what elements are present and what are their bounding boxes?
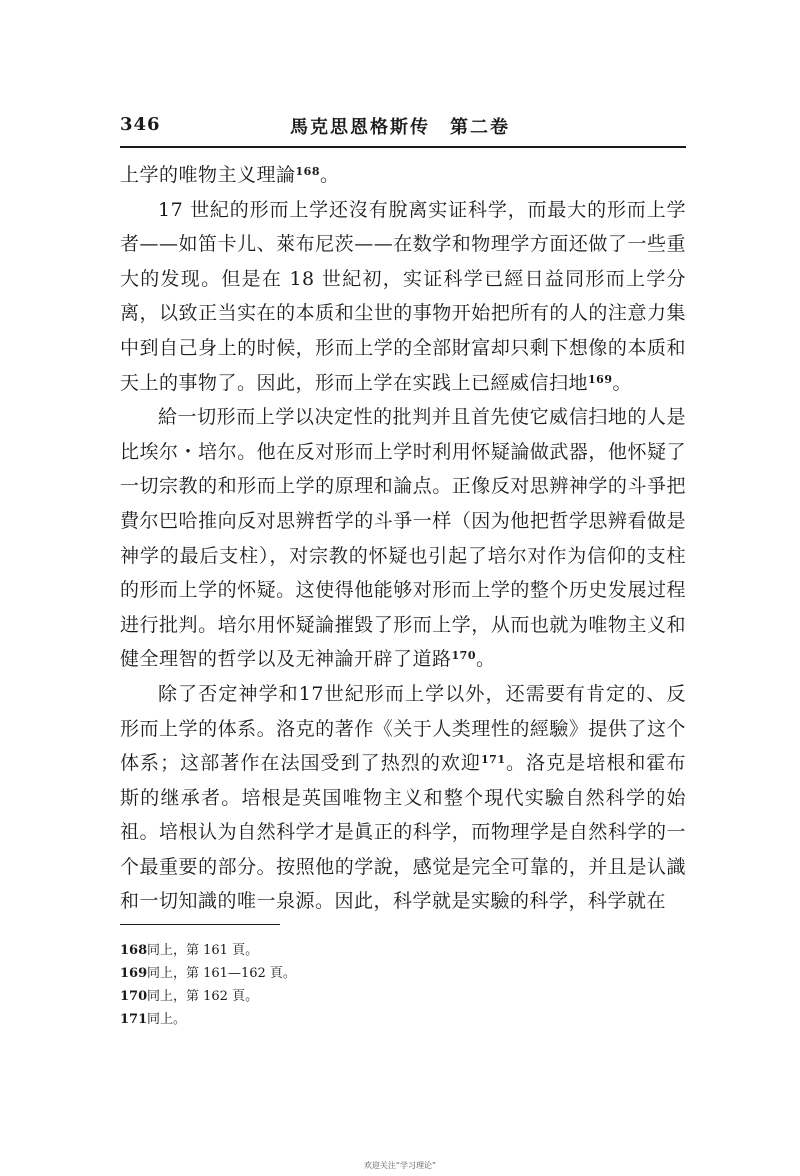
footnote-number: 171 <box>120 1012 148 1027</box>
footnote-text: 同上，第 161—162 頁。 <box>147 966 296 981</box>
paragraph-bayle-critique <box>120 400 686 677</box>
footnote-168 <box>120 939 520 962</box>
header-rule <box>120 146 686 148</box>
footnotes <box>120 939 520 1031</box>
paragraph-tail: 。 <box>612 371 632 394</box>
page-number: 346 <box>120 114 161 135</box>
footnote-number: 170 <box>120 989 148 1004</box>
body-text <box>120 158 686 919</box>
paragraph-continuation <box>120 158 686 193</box>
paragraph-text: 除了否定神学和17世紀形而上学以外，还需要有肯定的、反形而上学的体系。洛克的著作《关于人类理性的經驗》提供了这个体系；这部著作在法国受到了热烈的欢迎 <box>120 682 686 775</box>
paragraph-text: 上学的唯物主义理論 <box>120 164 296 186</box>
paragraph-text: 17 世紀的形而上学还沒有脫离实证科学，而最大的形而上学者——如笛卡儿、萊布尼茨——在数学和物理学方面还做了一些重大的发现。但是在 18 世紀初，实证科学已經日益同形而上学分离，以致正当实在的本质和尘世的事物开始把所有的人的注意力集中到自己身上的时候，形而上学的全部財富却只剩下想像的本质和天上的事物了。因此，形而上学在实践上已經威信扫地 <box>120 198 686 394</box>
running-title: 馬克思恩格斯传 第二卷 <box>290 117 510 138</box>
footnote-ref-171: 171 <box>481 753 506 767</box>
paragraph-tail: 。 <box>319 164 340 186</box>
footnote-ref-169: 169 <box>588 372 613 386</box>
footnote-169 <box>120 962 520 985</box>
footnote-number: 168 <box>120 943 148 958</box>
bottom-caption: 欢迎关注“学习理论” <box>363 1161 437 1170</box>
footnote-number: 169 <box>120 966 148 981</box>
footnote-rule <box>120 924 280 925</box>
footnote-ref-168: 168 <box>295 165 320 178</box>
footnote-ref-170: 170 <box>451 649 476 663</box>
paragraph-tail: 。洛克是培根和霍布斯的继承者。培根是英国唯物主义和整个現代实驗自然科学的始祖。培根认为自然科学才是眞正的科学，而物理学是自然科学的一个最重要的部分。按照他的学說，感觉是完全可靠的，并且是认識和一切知識的唯一泉源。因此，科学就是实驗的科学，科学就在 <box>120 752 686 913</box>
footnote-170 <box>120 985 520 1008</box>
footnote-171 <box>120 1008 520 1031</box>
footnote-text: 同上，第 161 頁。 <box>147 943 259 958</box>
footnote-text: 同上，第 162 頁。 <box>147 989 259 1004</box>
paragraph-text: 給一切形而上学以决定性的批判并且首先使它威信扫地的人是比埃尔・培尔。他在反对形而上学时利用怀疑論做武器，他怀疑了一切宗教的和形而上学的原理和論点。正像反对思辨神学的斗爭把費尔巴哈推向反对思辨哲学的斗爭一样（因为他把哲学思辨看做是神学的最后支柱），对宗教的怀疑也引起了培尔对作为信仰的支柱的形而上学的怀疑。这使得他能够对形而上学的整个历史发展过程进行批判。培尔用怀疑論摧毀了形而上学，从而也就为唯物主义和健全理智的哲学以及无神論开辟了道路 <box>120 406 686 671</box>
footnote-text: 同上。 <box>147 1012 187 1027</box>
paragraph-locke-system <box>120 677 686 919</box>
paragraph-17th-century-metaphysics <box>120 193 686 401</box>
paragraph-tail: 。 <box>475 648 496 671</box>
